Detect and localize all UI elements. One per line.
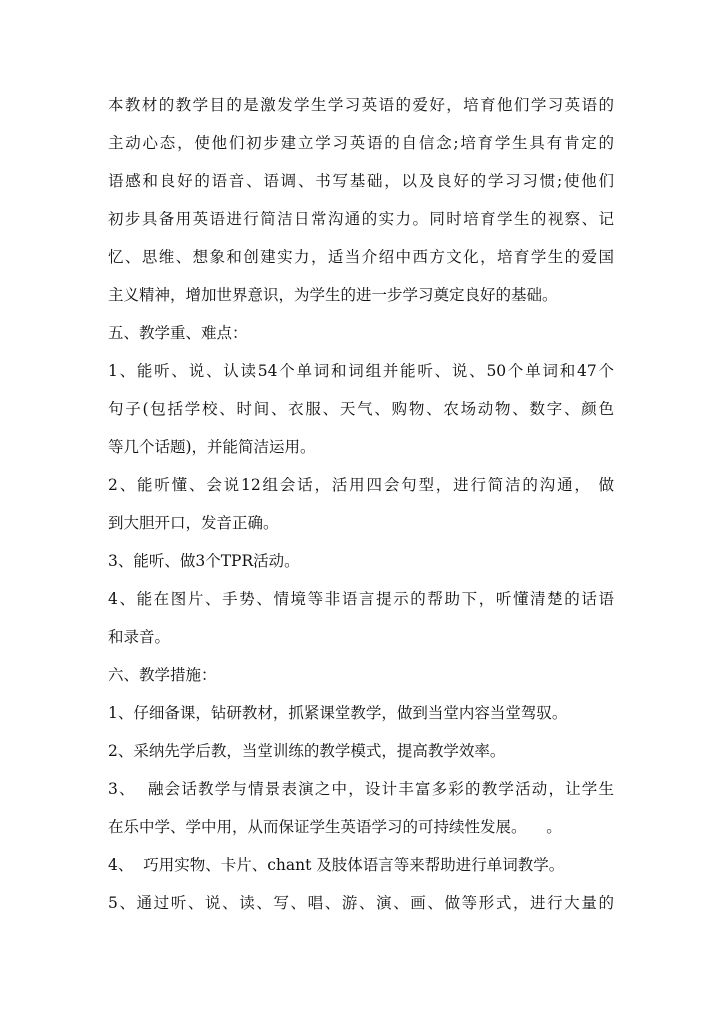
list-item-line: 5、通过听、说、读、写、唱、游、演、画、做等形式，进行大量的 xyxy=(108,894,614,912)
list-item-line: 到大胆开口，发音正确。 xyxy=(108,514,279,532)
list-item-line: 和录音。 xyxy=(108,628,171,646)
list-item-line: 2、能听懂、会说12组会话，活用四会句型，进行简洁的沟通， 做 xyxy=(108,476,614,494)
paragraph-line: 语感和良好的语音、语调、书写基础，以及良好的学习习惯;使他们 xyxy=(108,172,614,190)
list-item-line: 1、仔细备课，钻研教材，抓紧课堂教学，做到当堂内容当堂驾驭。 xyxy=(108,704,568,722)
list-item-line: 1、能听、说、认读54个单词和词组并能听、说、50个单词和47个 xyxy=(108,362,614,380)
list-item-line: 4、 巧用实物、卡片、chant 及肢体语言等来帮助进行单词教学。 xyxy=(108,856,565,874)
paragraph-line: 忆、思维、想象和创建实力，适当介绍中西方文化，培育学生的爱国 xyxy=(108,248,614,266)
list-item-line: 句子(包括学校、时间、衣服、天气、购物、农场动物、数字、颜色 xyxy=(108,400,614,418)
section-heading: 六、教学措施： xyxy=(108,666,217,684)
paragraph-line: 本教材的教学目的是激发学生学习英语的爱好，培育他们学习英语的 xyxy=(108,96,614,114)
list-item-line: 在乐中学、学中用，从而保证学生英语学习的可持续性发展。 。 xyxy=(108,818,562,836)
list-item-line: 等几个话题)，并能简洁运用。 xyxy=(108,438,316,456)
list-item-line: 3、 融会话教学与情景表演之中，设计丰富多彩的教学活动，让学生 xyxy=(108,780,614,798)
paragraph-line: 初步具备用英语进行简洁日常沟通的实力。同时培育学生的视察、记 xyxy=(108,210,614,228)
list-item-line: 4、能在图片、手势、情境等非语言提示的帮助下，听懂清楚的话语 xyxy=(108,590,614,608)
section-heading: 五、教学重、难点： xyxy=(108,324,248,342)
paragraph-line: 主动心态，使他们初步建立学习英语的自信念;培育学生具有肯定的 xyxy=(108,134,614,152)
list-item-line: 2、采纳先学后教，当堂训练的教学模式，提高教学效率。 xyxy=(108,742,506,760)
list-item-line: 3、能听、做3个TPR活动。 xyxy=(108,552,300,570)
paragraph-line: 主义精神，增加世界意识，为学生的进一步学习奠定良好的基础。 xyxy=(108,286,558,304)
